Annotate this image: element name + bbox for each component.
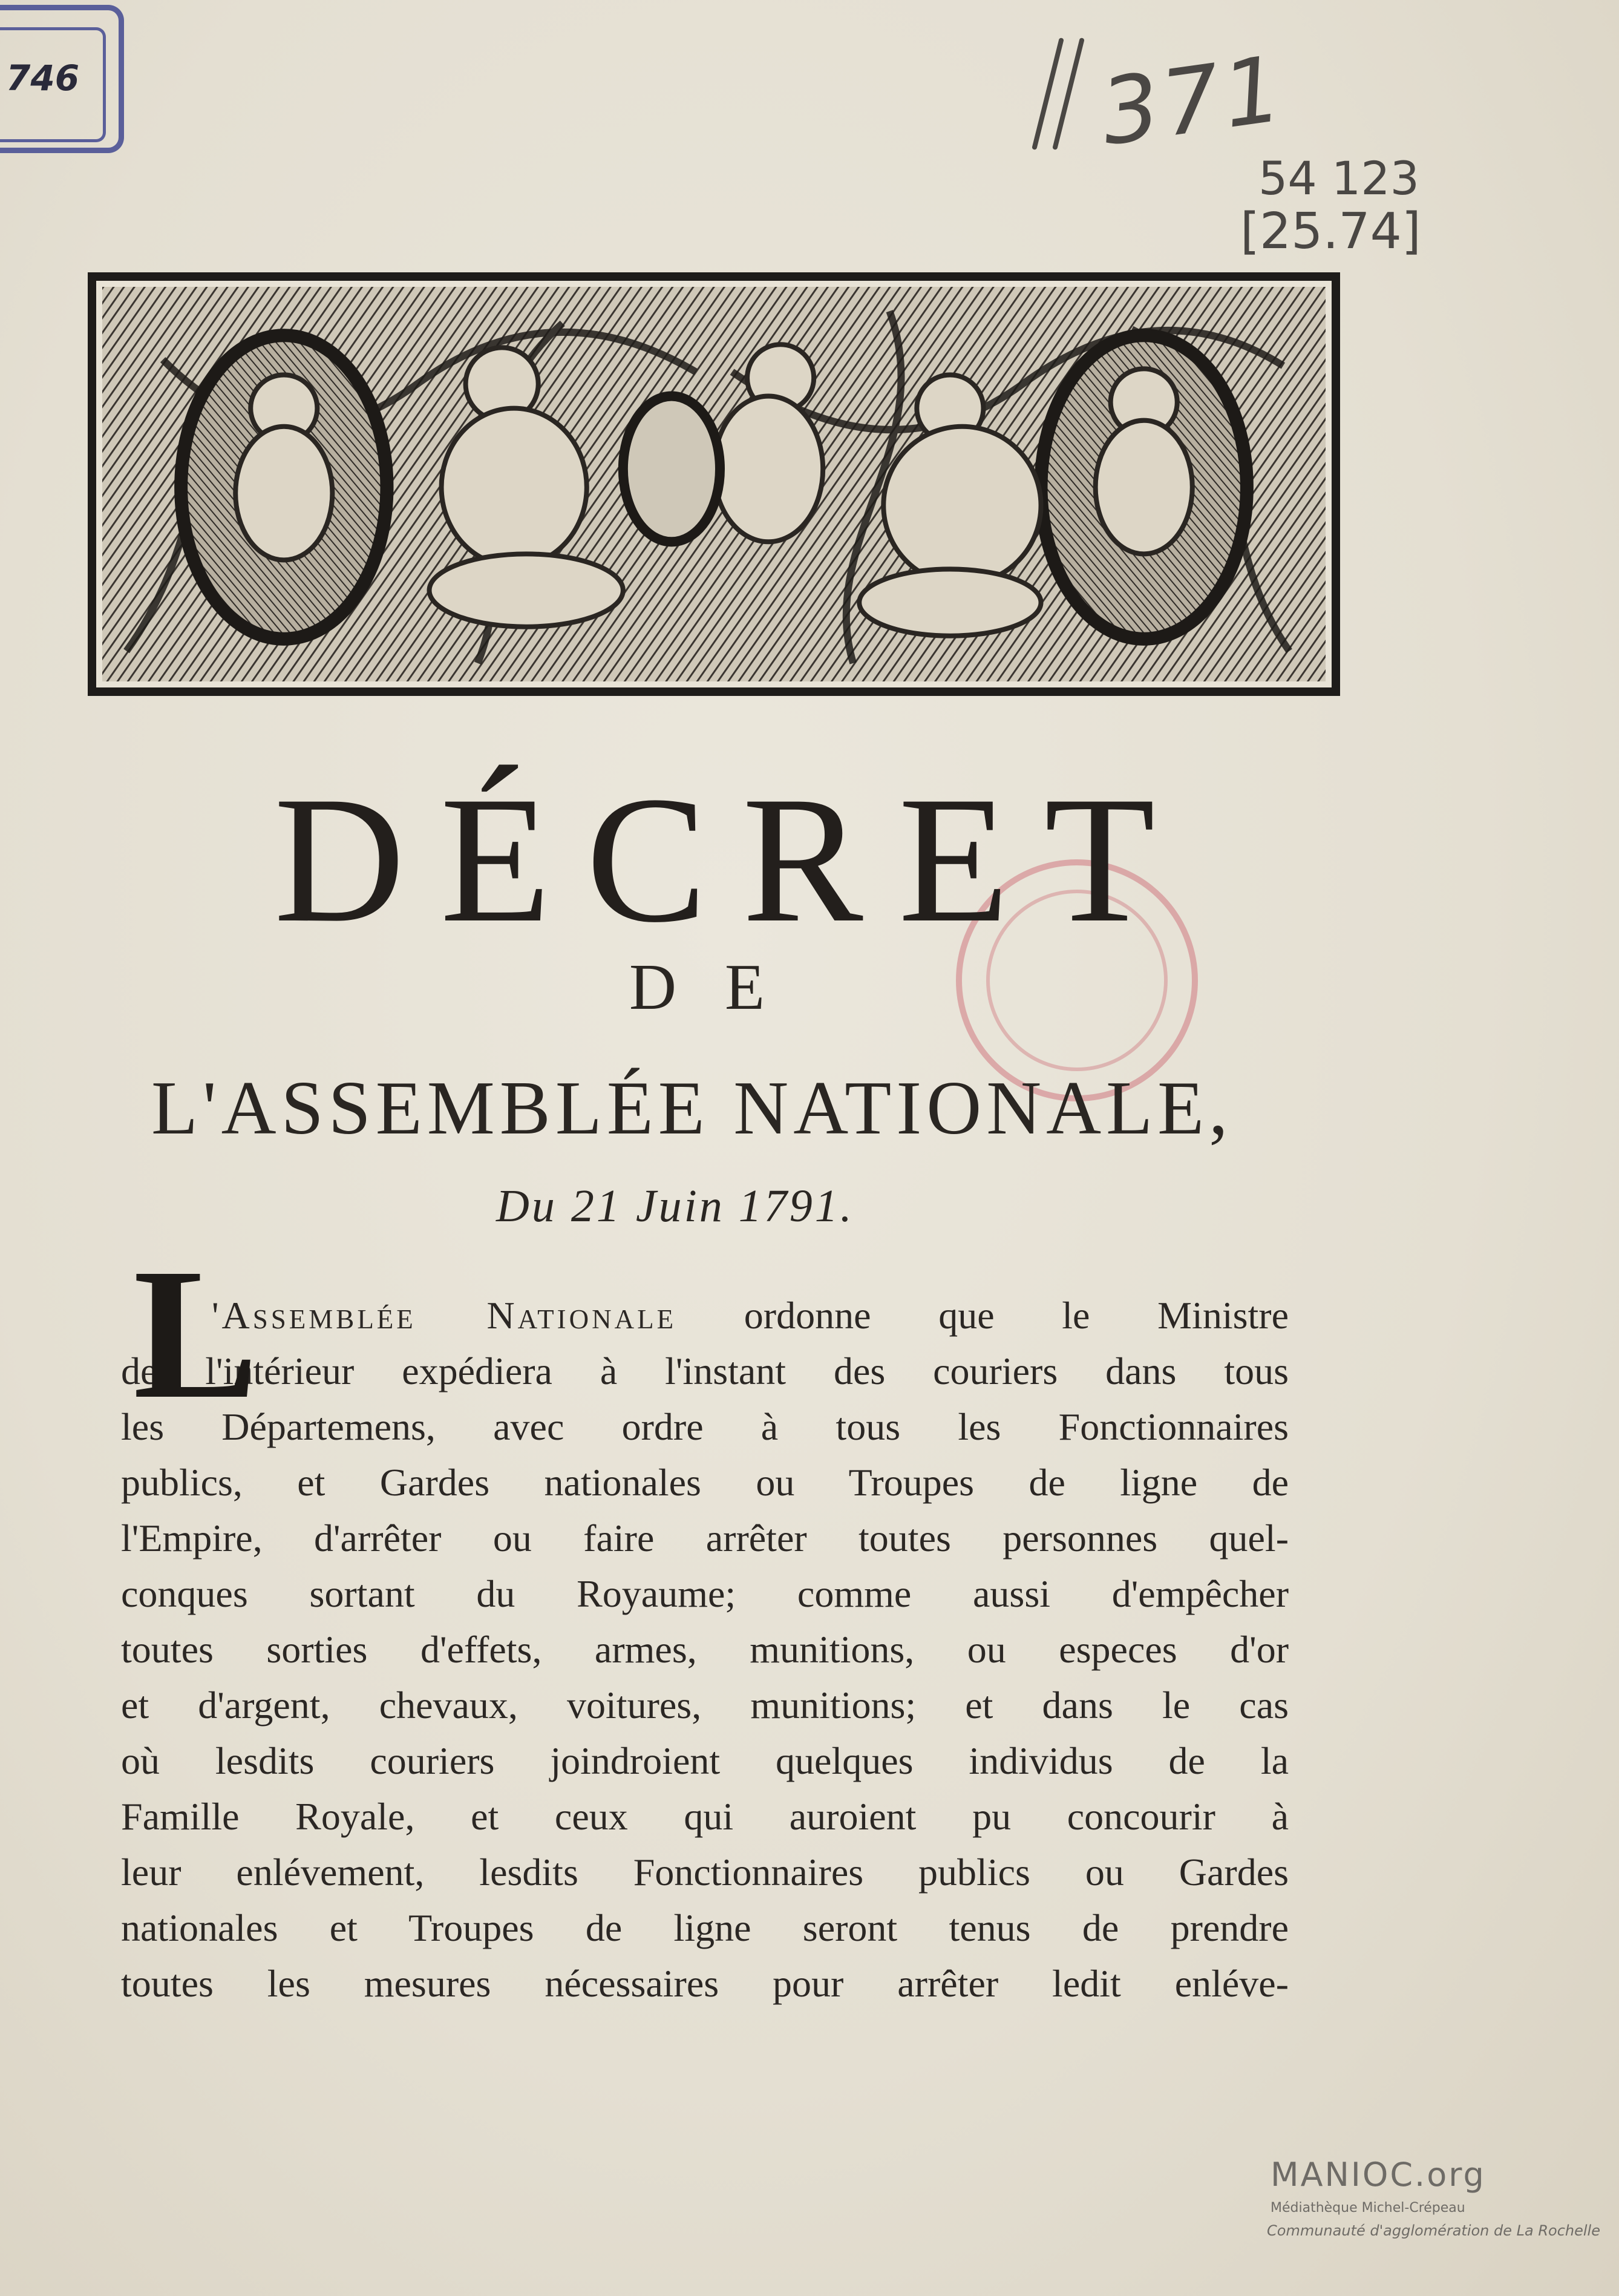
title-de: DE — [629, 951, 813, 1023]
body-line: toutes sorties d'effets, armes, munitions, ou especes d'or — [121, 1628, 1289, 1671]
library-name: Médiathèque Michel-Crépeau — [1271, 2200, 1465, 2216]
archive-stamp-number: 746 — [6, 57, 80, 99]
body-line-text: ordonne que le Ministre — [676, 1294, 1289, 1337]
decree-body — [121, 1230, 1289, 2012]
body-line: toutes les mesures nécessaires pour arrêter ledit enléve- — [121, 1962, 1289, 2005]
community-name: Communauté d'agglomération de La Rochelle — [1267, 2222, 1600, 2239]
body-line: où lesdits couriers joindroient quelques individus de la — [121, 1739, 1289, 1782]
body-line: publics, et Gardes nationales ou Troupes de ligne de — [121, 1461, 1289, 1504]
decree-date: Du 21 Juin 1791. — [496, 1181, 854, 1232]
ornamental-header-woodcut — [88, 272, 1340, 696]
pencil-code-a: 54 123 — [1258, 151, 1419, 205]
body-line: Famille Royale, et ceux qui auroient pu concourir à — [121, 1795, 1289, 1838]
pencil-slash-marks — [1041, 36, 1083, 157]
manioc-logo-text: MANIOC.org — [1271, 2156, 1486, 2194]
pencil-note-main: 371 — [1094, 36, 1292, 166]
body-line: de l'intérieur expédiera à l'instant des couriers dans tous — [121, 1350, 1289, 1392]
document-title: DÉCRET — [273, 759, 1191, 960]
body-line: les Départemens, avec ordre à tous les Fonctionnaires — [121, 1405, 1289, 1448]
body-line: nationales et Troupes de ligne seront tenus de prendre — [121, 1906, 1289, 1949]
body-line — [121, 1288, 1289, 1343]
body-line: et d'argent, chevaux, voitures, munitions; et dans le cas — [121, 1684, 1289, 1727]
body-line: l'Empire, d'arrêter ou faire arrêter toutes personnes quel- — [121, 1517, 1289, 1560]
drop-cap: L — [133, 1230, 258, 1438]
body-line: conques sortant du Royaume; comme aussi d'empêcher — [121, 1572, 1289, 1615]
body-line-smallcaps: 'Assemblée Nationale — [212, 1294, 677, 1337]
woodcut-illustration — [102, 287, 1326, 681]
title-assembly: L'ASSEMBLÉE NATIONALE, — [151, 1066, 1233, 1150]
body-line: leur enlévement, lesdits Fonctionnaires publics ou Gardes — [121, 1851, 1289, 1894]
pencil-code-b: [25.74] — [1240, 203, 1421, 260]
